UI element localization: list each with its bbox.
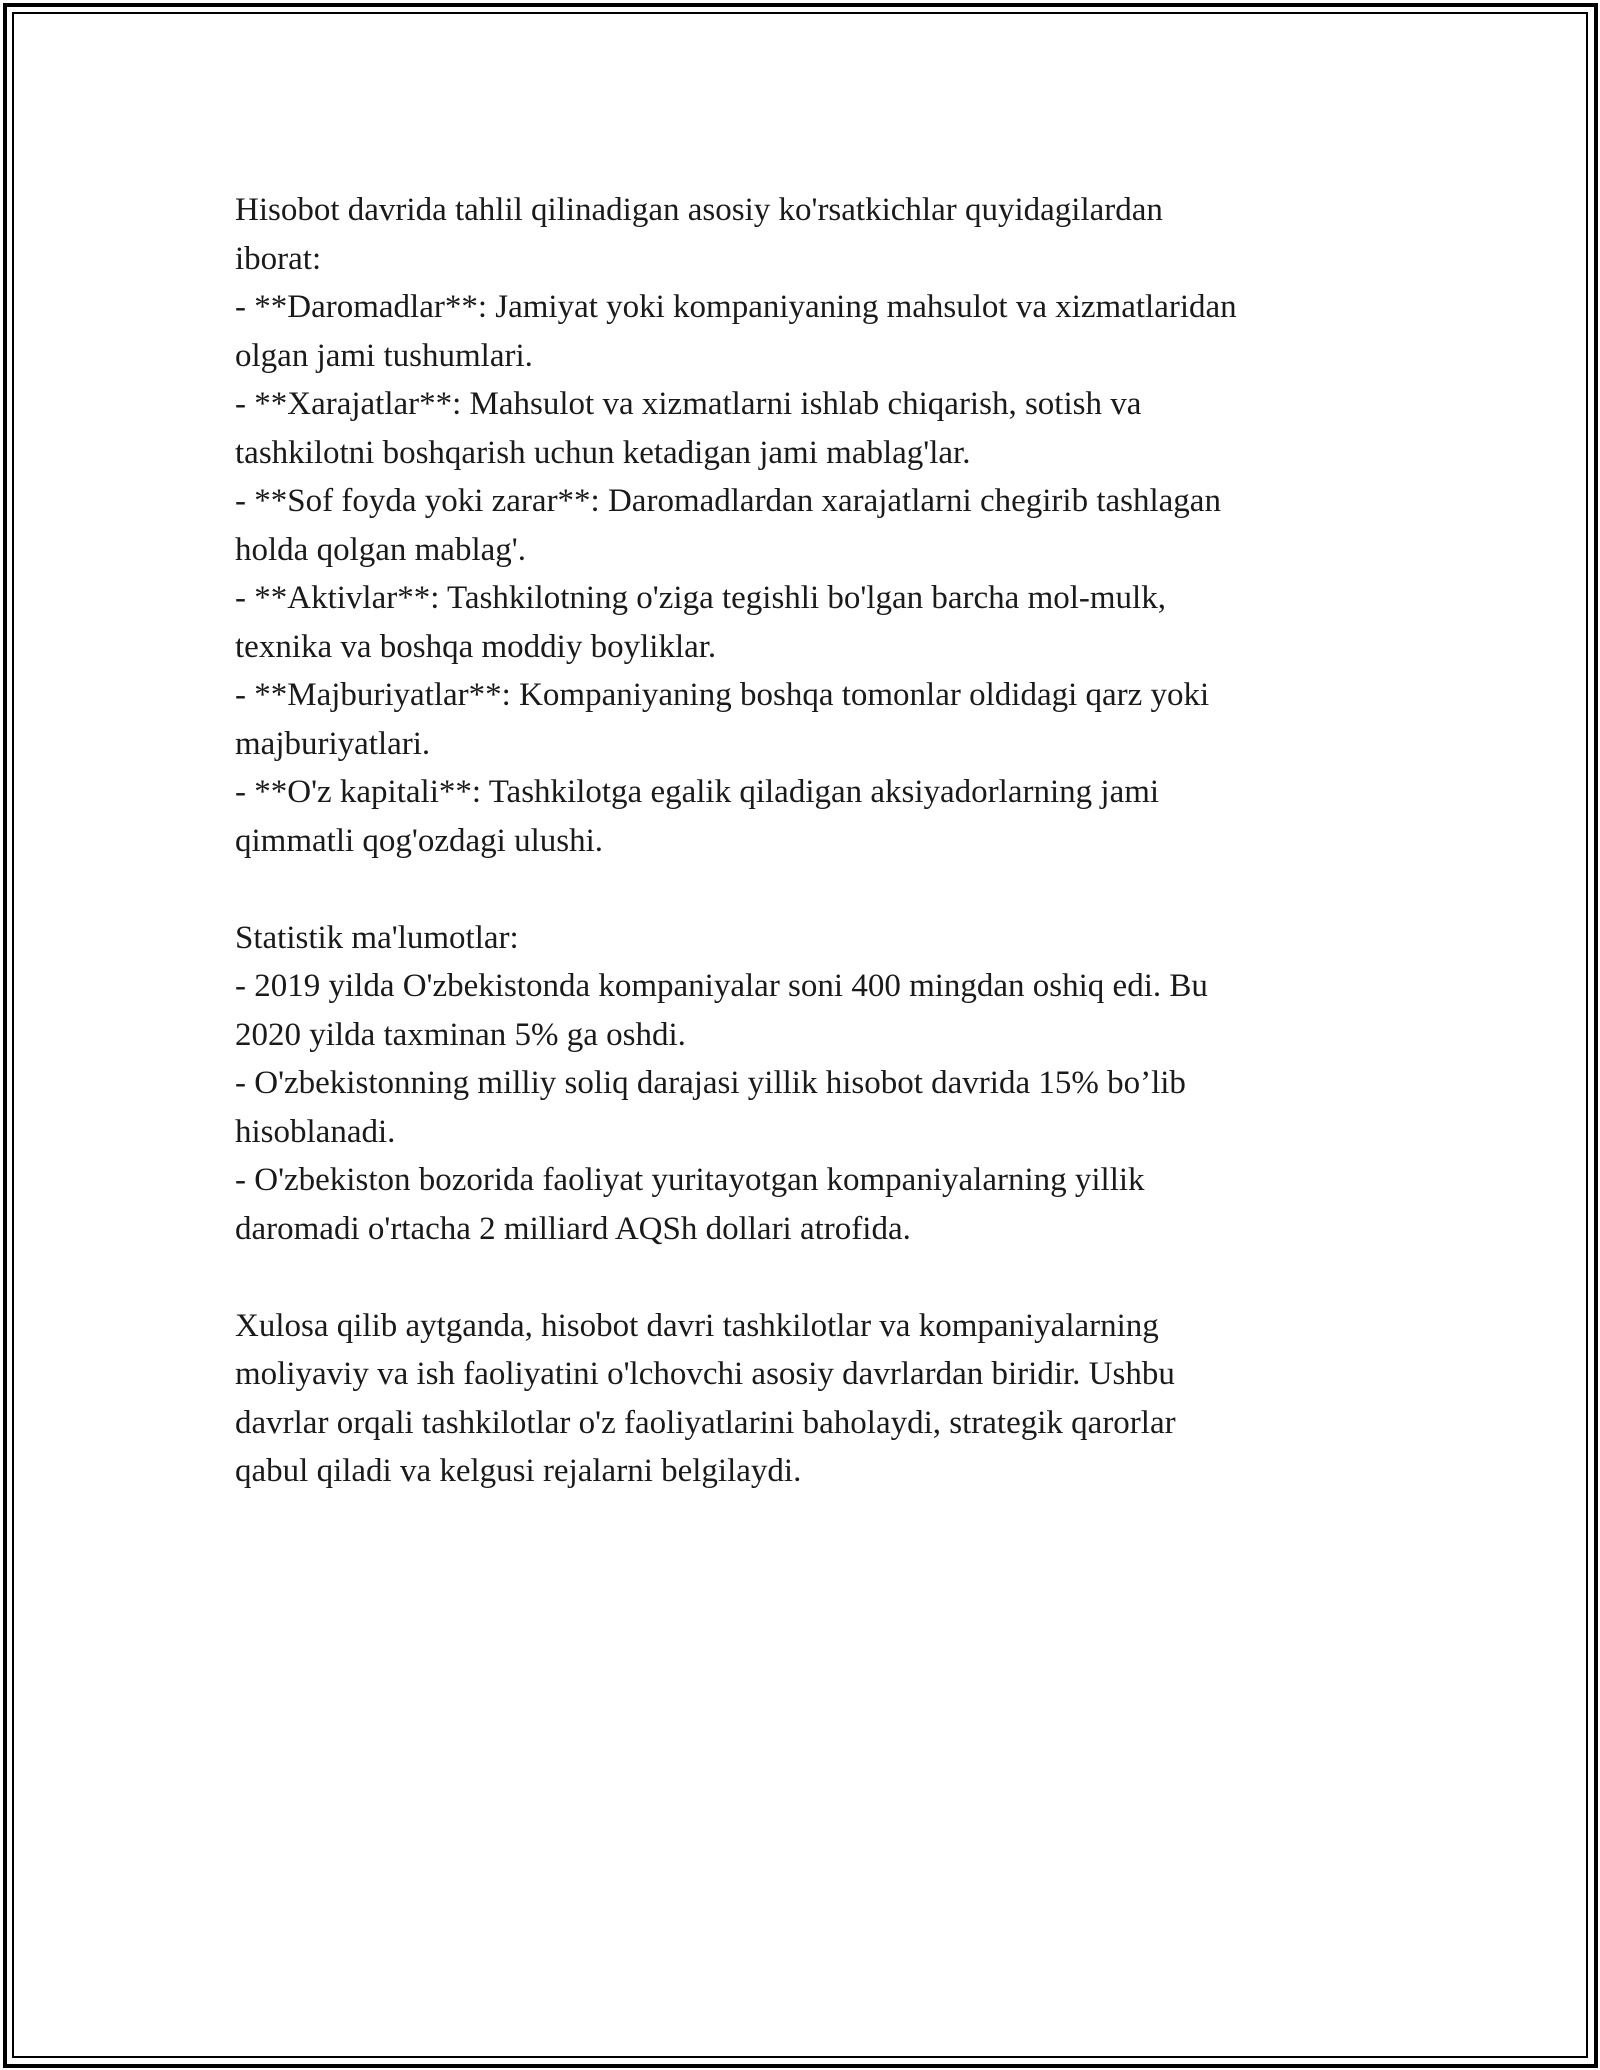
intro-paragraph: [235, 186, 1365, 865]
text-line: qabul qiladi va kelgusi rejalarni belgilaydi.: [235, 1453, 802, 1489]
text-line: holda qolgan mablag'.: [235, 531, 526, 568]
text-line: - **O'z kapitali**: Tashkilotga egalik qiladigan aksiyadorlarning jami: [235, 774, 1160, 810]
paragraph-spacer: [235, 865, 1365, 914]
paragraph-spacer: [235, 1253, 1365, 1302]
text-line: - O'zbekiston bozorida faoliyat yuritayotgan kompaniyalarning yillik: [235, 1162, 1145, 1198]
text-line: - O'zbekistonning milliy soliq darajasi yillik hisobot davrida 15% bo’lib: [235, 1065, 1186, 1101]
text-line: - **Xarajatlar**: Mahsulot va xizmatlarni ishlab chiqarish, sotish va: [235, 386, 1142, 422]
conclusion-paragraph: [235, 1302, 1365, 1496]
text-line: iborat:: [235, 240, 322, 277]
text-line: daromadi o'rtacha 2 milliard AQSh dollari atrofida.: [235, 1210, 911, 1247]
text-line: Xulosa qilib aytganda, hisobot davri tashkilotlar va kompaniyalarning: [235, 1307, 1159, 1344]
text-line: 2020 yilda taxminan 5% ga oshdi.: [235, 1016, 686, 1053]
section-heading: Statistik ma'lumotlar:: [235, 919, 519, 956]
text-line: - 2019 yilda O'zbekistonda kompaniyalar soni 400 mingdan oshiq edi. Bu: [235, 968, 1208, 1004]
statistics-paragraph: [235, 914, 1365, 1254]
text-line: - **Sof foyda yoki zarar**: Daromadlardan xarajatlarni chegirib tashlagan: [235, 483, 1221, 519]
text-line: texnika va boshqa moddiy boyliklar.: [235, 628, 717, 665]
text-line: - **Majburiyatlar**: Kompaniyaning boshqa tomonlar oldidagi qarz yoki: [235, 677, 1210, 713]
text-line: majburiyatlari.: [235, 725, 431, 762]
text-line: hisoblanadi.: [235, 1113, 396, 1150]
text-line: qimmatli qog'ozdagi ulushi.: [235, 822, 603, 859]
document-body: [235, 186, 1365, 1496]
text-line: - **Daromadlar**: Jamiyat yoki kompaniyaning mahsulot va xizmatlaridan: [235, 289, 1237, 325]
text-line: davrlar orqali tashkilotlar o'z faoliyatlarini baholaydi, strategik qarorlar: [235, 1404, 1176, 1441]
text-line: Hisobot davrida tahlil qilinadigan asosiy ko'rsatkichlar quyidagilardan: [235, 192, 1163, 228]
text-line: tashkilotni boshqarish uchun ketadigan jami mablag'lar.: [235, 434, 971, 471]
text-line: moliyaviy va ish faoliyatini o'lchovchi asosiy davrlardan biridir. Ushbu: [235, 1356, 1175, 1392]
text-line: - **Aktivlar**: Tashkilotning o'ziga tegishli bo'lgan barcha mol-mulk,: [235, 580, 1166, 616]
text-line: olgan jami tushumlari.: [235, 337, 533, 374]
